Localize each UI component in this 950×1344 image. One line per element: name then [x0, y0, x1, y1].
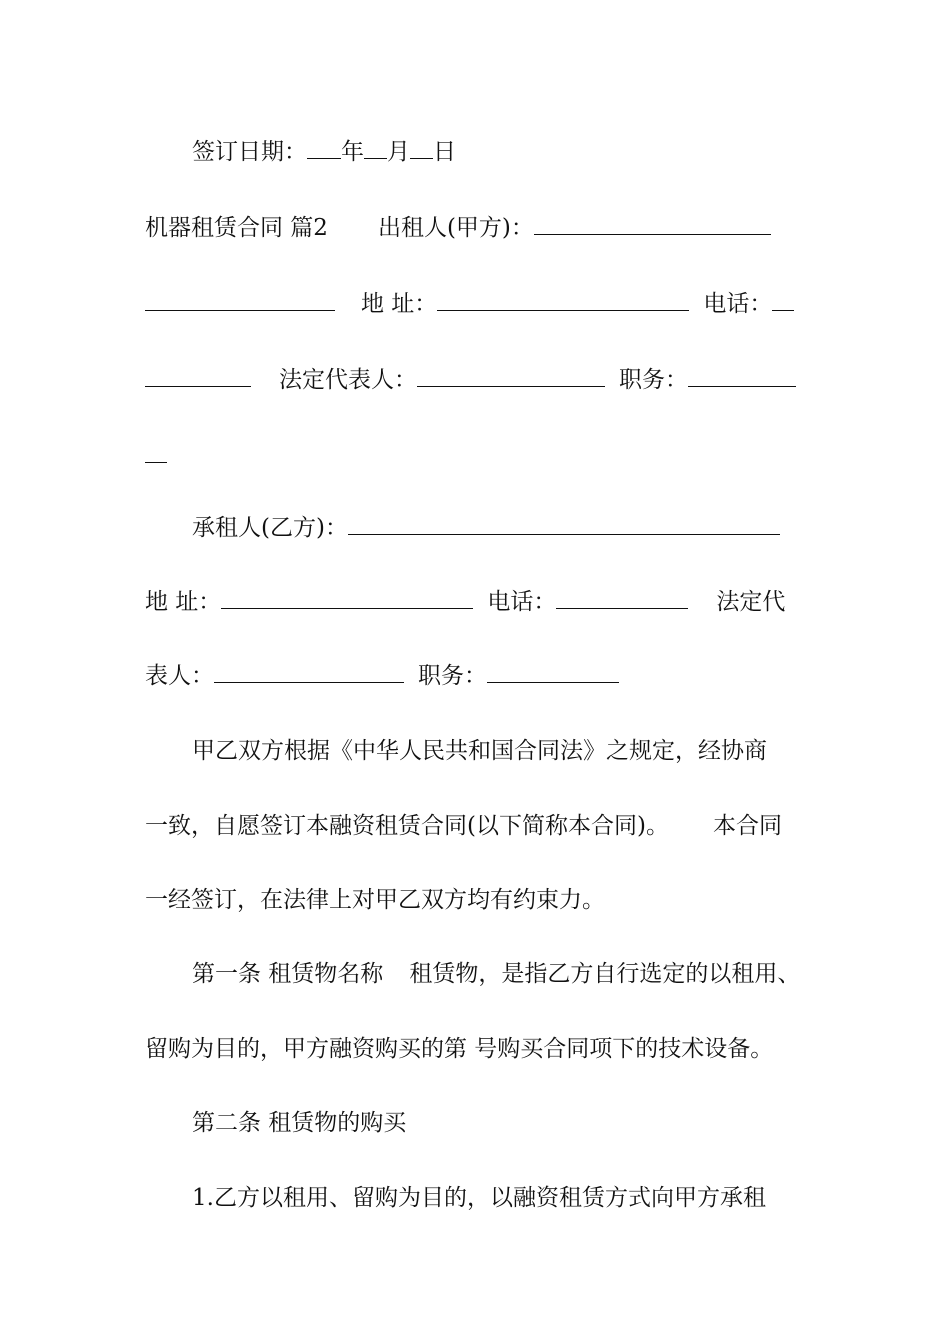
lessee-rep-label-part1: 法定代: [716, 589, 786, 615]
day-blank: [410, 136, 433, 159]
article-1-text-1: 租赁物，是指乙方自行选定的以租用、: [409, 961, 801, 987]
article-2-title-line: [192, 1107, 810, 1139]
paragraph-1-text-1: 甲乙双方根据《中华人民共和国合同法》之规定，经协商: [192, 738, 767, 764]
lessee-rep-blank: [214, 660, 404, 683]
month-blank: [364, 136, 387, 159]
lessor-phone-blank-cont: [145, 364, 251, 387]
section-title: 机器租赁合同 篇2: [145, 215, 328, 241]
sign-date-line: [192, 136, 857, 168]
lessor-position-cont-line: [145, 440, 810, 472]
lessee-phone-label: 电话：: [487, 589, 557, 615]
lessee-phone-blank: [556, 586, 688, 609]
lessor-name-blank: [534, 212, 771, 235]
article-2-item-1: 1.乙方以租用、留购为目的，以融资租赁方式向甲方承租: [192, 1185, 766, 1211]
article-2-item-1-line: [192, 1182, 810, 1214]
year-blank: [307, 136, 341, 159]
article-1-line-1: [192, 958, 832, 990]
article-1-line-2: [145, 1033, 810, 1065]
lessee-position-blank: [487, 660, 619, 683]
lessee-address-line: [145, 586, 810, 618]
section-title-line: [145, 212, 810, 244]
lessee-address-blank: [221, 586, 473, 609]
article-2-title: 第二条 租赁物的购买: [192, 1110, 407, 1136]
month-label: 月: [387, 139, 410, 165]
lessee-rep-line: [145, 660, 810, 692]
article-1-title: 第一条 租赁物名称: [192, 961, 384, 987]
lessor-phone-blank: [772, 288, 794, 311]
lessee-address-label: 地 址：: [145, 589, 222, 615]
lessor-name-blank-cont: [145, 288, 335, 311]
paragraph-1-text-2a: 一致，自愿签订本融资租赁合同(以下简称本合同)。: [145, 813, 669, 839]
lessor-address-blank: [437, 288, 689, 311]
lessor-position-blank: [688, 364, 796, 387]
lessor-label: 出租人(甲方)：: [377, 215, 534, 241]
paragraph-1-line-1: [192, 735, 810, 767]
lessee-position-label: 职务：: [418, 663, 487, 689]
paragraph-1-text-3: 一经签订，在法律上对甲乙双方均有约束力。: [145, 887, 605, 913]
lessor-position-blank-cont: [145, 440, 167, 463]
year-label: 年: [341, 139, 364, 165]
lessor-rep-blank: [417, 364, 605, 387]
lessee-line: [192, 512, 810, 544]
day-label: 日: [433, 139, 456, 165]
lessor-address-line: [145, 288, 810, 320]
lessor-rep-line: [145, 364, 810, 396]
lessee-label: 承租人(乙方)：: [192, 515, 348, 541]
sign-date-label: 签订日期：: [192, 139, 307, 165]
lessor-address-label: 地 址：: [361, 291, 438, 317]
paragraph-1-text-2b: 本合同: [712, 813, 782, 839]
lessor-phone-label: 电话：: [703, 291, 773, 317]
lessee-name-blank: [348, 512, 780, 535]
paragraph-1-line-3: [145, 884, 810, 916]
lessor-position-label: 职务：: [619, 367, 688, 393]
lessor-rep-label: 法定代表人：: [279, 367, 417, 393]
article-1-text-2: 留购为目的，甲方融资购买的第 号购买合同项下的技术设备。: [145, 1036, 774, 1062]
lessee-rep-label-part2: 表人：: [145, 663, 214, 689]
paragraph-1-line-2: [145, 810, 810, 842]
